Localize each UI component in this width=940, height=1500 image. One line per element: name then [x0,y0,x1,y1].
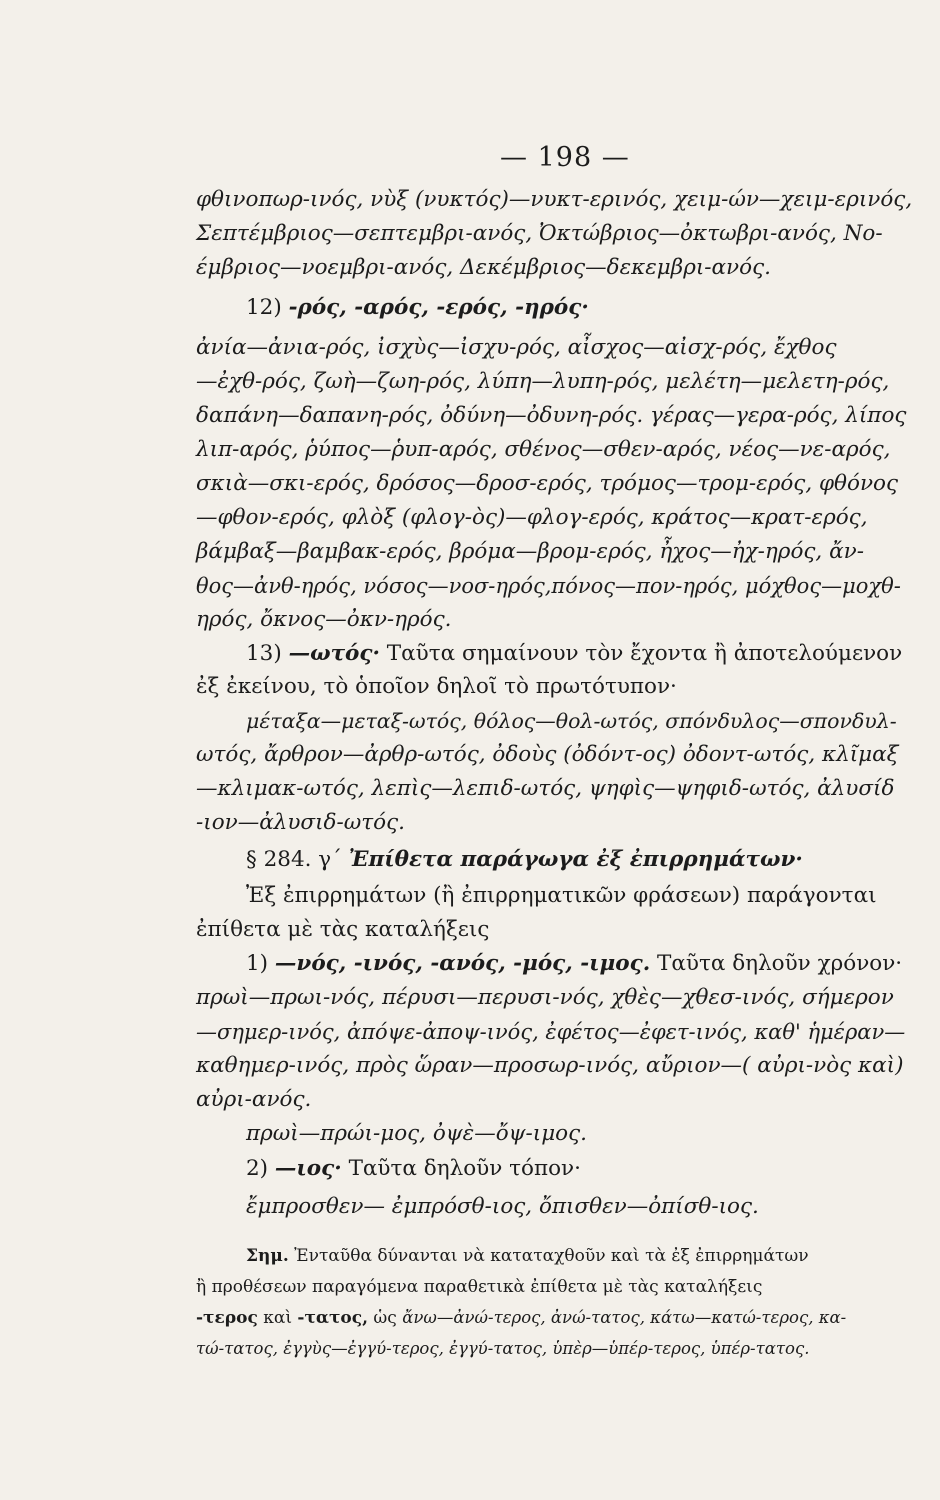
text-run: —ιος· [274,1156,342,1181]
text-run: λιπ-αρός, ῥύπος—ῥυπ-αρός, σθένος—σθεν-αρός, νέος—νε-αρός, [196,437,891,462]
text-run: Ἐξ ἐπιρρημάτων (ἢ ἐπιρρηματικῶν φράσεων) παράγονται [246,883,877,908]
text-run: καὶ [257,1308,298,1328]
text-line [196,436,890,464]
text-line [196,220,883,248]
text-run: ἀνία—ἀνια-ρός, ἰσχὺς—ἰσχυ-ρός, αἶσχος—αἰσχ-ρός, ἔχθος [196,335,837,360]
text-line [196,809,405,837]
text-run: Ἐπίθετα παράγωγα ἐξ ἐπιρρημάτων· [348,847,803,872]
text-run: Ταῦτα δηλοῦν χρόνον· [650,951,903,976]
text-run: Ταῦτα σημαίνουν τὸν ἔχοντα ἢ ἀποτελούμενον [379,641,903,666]
text-run: Σεπτέμβριος—σεπτεμβρι-ανός, Ὀκτώβριος—ὀκτωβρι-ανός, Νο- [196,221,883,246]
text-run: Σημ. [246,1246,289,1266]
text-line [196,1303,846,1332]
text-line [196,606,452,634]
text-line [196,334,837,362]
text-run: —φθον-ερός, φλὸξ (φλογ-ὸς)—φλογ-ερός, κράτος—κρατ-ερός, [196,505,868,530]
text-run: σκιὰ—σκι-ερός, δρόσος—δροσ-ερός, τρόμος—τρομ-ερός, φθόνος [196,471,898,496]
text-run: καθημερ-ινός, πρὸς ὥραν—προσωρ-ινός, αὔριον—( αὐρι-νὸς καὶ) [196,1053,904,1078]
text-run: 12) [246,295,289,320]
text-run: —ἐχθ-ρός, ζωὴ—ζωη-ρός, λύπη—λυπη-ρός, μελέτη—μελετη-ρός, [196,369,890,394]
text-line [196,1334,809,1363]
text-line [196,368,889,396]
text-line [196,572,901,600]
text-line [196,1018,905,1046]
text-run: Ἐνταῦθα δύνανται νὰ καταταχθοῦν καὶ τὰ ἐξ ἐπιρρημάτων [288,1246,809,1266]
text-run: τώ-τατος, ἐγγὺς—ἐγγύ-τερος, ἐγγύ-τατος, ὑπὲρ—ὑπέρ-τερος, ὑπέρ-τατος. [196,1339,810,1358]
text-line [246,846,803,874]
text-line [196,1272,762,1301]
text-run: —ωτός· [288,641,380,666]
text-line [196,984,894,1012]
text-line [196,538,864,566]
text-run: μέταξα—μεταξ-ωτός, θόλος—θολ-ωτός, σπόνδυλος—σπονδυλ- [246,709,897,733]
text-line [246,950,902,978]
text-line [246,1193,759,1221]
text-run: —κλιμακ-ωτός, λεπὶς—λεπιδ-ωτός, ψηφὶς—ψηφιδ-ωτός, ἀλυσίδ [196,776,895,801]
text-line [196,1052,903,1080]
text-run: -τερος [196,1308,258,1328]
text-line [246,640,902,668]
text-line [246,707,897,735]
text-run: αὐρι-ανός. [196,1087,312,1112]
text-line [196,1086,311,1114]
text-run: -ρός, -αρός, -ερός, -ηρός· [288,295,589,320]
page-number: — 198 — [500,142,630,173]
text-run: Ταῦτα δηλοῦν τόπον· [341,1156,581,1181]
text-run: έμβριος—νοεμβρι-ανός, Δεκέμβριος—δεκεμβρι-ανός. [196,255,771,280]
text-run: ἔμπροσθεν— ἐμπρόσθ-ιος, ὄπισθεν—ὀπίσθ-ιος. [246,1194,759,1219]
text-line [196,470,898,498]
text-line [196,504,868,532]
text-line [196,186,912,214]
text-run: -τατος, [297,1308,369,1328]
text-line [196,402,906,430]
text-line [196,741,899,769]
text-run: —νός, -ινός, -ανός, -μός, -ιμος. [274,951,651,976]
text-line [246,882,877,910]
text-run: πρωὶ—πρώι-μος, ὀψὲ—ὄψ-ιμος. [246,1121,587,1146]
text-run: ἄνω—ἀνώ-τερος, ἀνώ-τατος, κάτω—κατώ-τερος, κα- [402,1308,847,1327]
text-run: § 284. γ´ [246,847,349,872]
text-line [246,1120,587,1148]
text-run: βάμβαξ—βαμβακ-ερός, βρόμα—βρομ-ερός, ἦχος—ἠχ-ηρός, ἄν- [196,539,864,564]
text-line [196,775,894,803]
text-line [246,294,589,322]
text-run: 13) [246,641,289,666]
text-line [246,1155,581,1183]
text-run: πρωὶ—πρωι-νός, πέρυσι—περυσι-νός, χθὲς—χθεσ-ινός, σήμερον [196,985,894,1010]
text-line [246,1241,809,1270]
text-line [196,916,489,944]
text-run: ωτός, ἄρθρον—ἀρθρ-ωτός, ὀδοὺς (ὀδόντ-ος) ὀδοντ-ωτός, κλῖμαξ [196,742,899,767]
text-run: θος—ἀνθ-ηρός, νόσος—νοσ-ηρός,πόνος—πον-ηρός, μόχθος—μοχθ- [196,574,901,598]
text-run: —σημερ-ινός, ἀπόψε-ἀποψ-ινός, ἐφέτος—ἐφετ-ινός, καθ' ἡμέραν— [196,1020,906,1044]
text-run: φθινοπωρ-ινός, νὺξ (νυκτός)—νυκτ-ερινός, χειμ-ών—χειμ-ερινός, [196,187,913,212]
text-line [196,673,677,701]
text-run: ἢ προθέσεων παραγόμενα παραθετικὰ ἐπίθετα μὲ τὰς καταλήξεις [196,1277,763,1297]
text-run: ἐξ ἐκείνου, τὸ ὁποῖον δηλοῖ τὸ πρωτότυπον· [196,674,677,699]
text-run: ἐπίθετα μὲ τὰς καταλήξεις [196,917,490,942]
text-run: ηρός, ὄκνος—ὀκν-ηρός. [196,607,452,632]
text-run: 1) [246,951,275,976]
text-line [196,254,771,282]
text-run: δαπάνη—δαπανη-ρός, ὀδύνη—ὀδυνη-ρός. γέρας—γερα-ρός, λίπος [196,403,907,428]
text-run: 2) [246,1156,275,1181]
text-run: ὡς [368,1308,403,1328]
text-run: -ιον—ἀλυσιδ-ωτός. [196,810,405,835]
